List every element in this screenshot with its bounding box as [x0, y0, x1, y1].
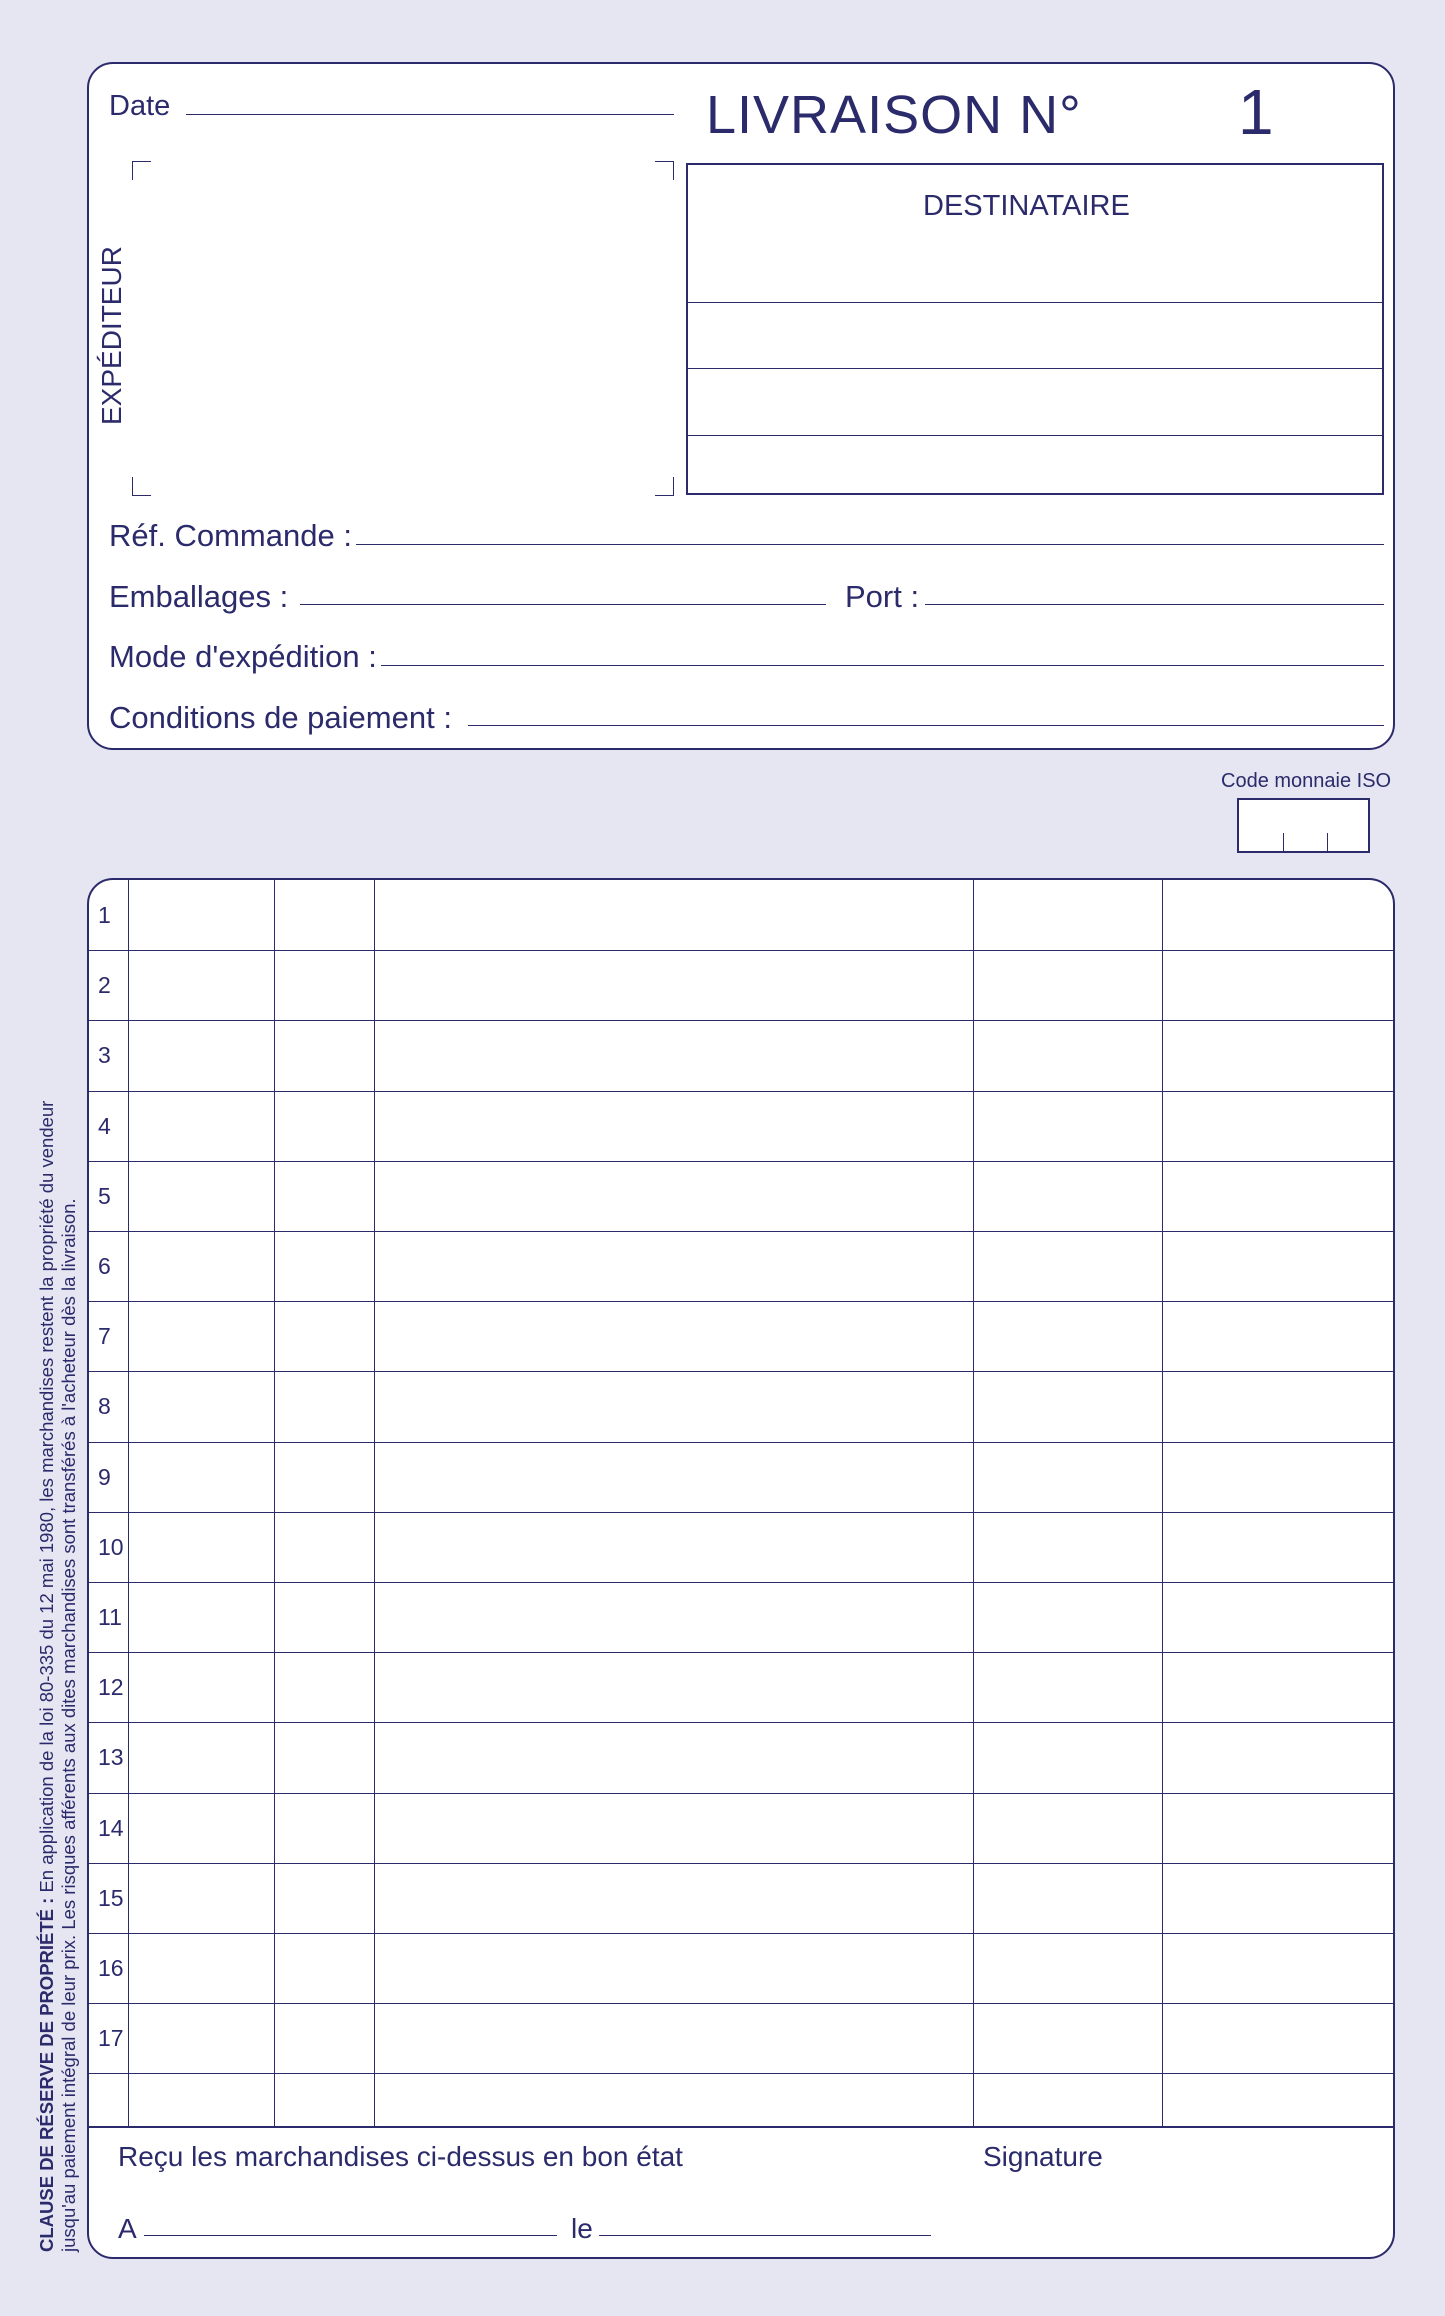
table-row[interactable] [129, 1582, 1393, 1652]
ref-commande-label: Réf. Commande : [109, 518, 352, 553]
bracket-bottom-right [655, 477, 674, 496]
row-number: 9 [98, 1464, 111, 1490]
port-field[interactable] [925, 604, 1384, 605]
table-row[interactable] [129, 1933, 1393, 2003]
row-number: 2 [98, 972, 111, 998]
table-row[interactable] [129, 2003, 1393, 2073]
clause-text-1: En application de la loi 80-335 du 12 mai 1980, les marchandises restent la propriété du vendeur [36, 1100, 57, 1893]
table-row[interactable] [129, 1231, 1393, 1301]
destinataire-line-2 [688, 368, 1382, 369]
row-number: 17 [98, 2025, 124, 2051]
row-number: 15 [98, 1885, 124, 1911]
ref-commande-field[interactable] [356, 544, 1384, 545]
iso-label: Code monnaie ISO [1221, 770, 1392, 792]
footer-divider [89, 2126, 1393, 2128]
destinataire-line-1 [688, 302, 1382, 303]
emballages-field[interactable] [300, 604, 826, 605]
expediteur-label: EXPÉDITEUR [96, 246, 127, 425]
clause-title: CLAUSE DE RÉSERVE DE PROPRIÉTÉ : [36, 1897, 57, 2252]
row-number: 6 [98, 1253, 111, 1279]
row-number: 5 [98, 1183, 111, 1209]
row-number: 10 [98, 1534, 124, 1560]
document-title: LIVRAISON N° [706, 85, 1082, 145]
destinataire-label: DESTINATAIRE [923, 190, 1130, 222]
bracket-top-right [655, 161, 674, 180]
port-label: Port : [845, 579, 920, 614]
date-field[interactable] [186, 114, 674, 115]
row-number: 7 [98, 1323, 111, 1349]
bracket-top-left [132, 161, 151, 180]
iso-tick-2 [1327, 833, 1328, 851]
mode-expedition-label: Mode d'expédition : [109, 639, 377, 674]
row-number: 1 [98, 902, 111, 928]
le-field[interactable] [599, 2235, 931, 2236]
table-row[interactable] [129, 1161, 1393, 1231]
clause-text [36, 872, 80, 2252]
conditions-paiement-label: Conditions de paiement : [109, 700, 452, 735]
mode-expedition-field[interactable] [381, 665, 1384, 666]
row-number: 16 [98, 1955, 124, 1981]
row-number: 11 [98, 1604, 122, 1630]
date-label: Date [109, 90, 171, 122]
le-label: le [571, 2213, 593, 2244]
row-number: 12 [98, 1674, 124, 1700]
table-row[interactable] [129, 1301, 1393, 1371]
row-line [89, 2073, 1393, 2074]
table-row[interactable] [129, 1793, 1393, 1863]
table-row[interactable] [129, 1020, 1393, 1090]
iso-tick-1 [1283, 833, 1284, 851]
received-label: Reçu les marchandises ci-dessus en bon état [118, 2141, 683, 2172]
table-row[interactable] [129, 1863, 1393, 1933]
iso-code-field[interactable] [1237, 798, 1370, 853]
expediteur-area[interactable] [132, 161, 676, 496]
a-label: A [118, 2213, 137, 2244]
row-number: 14 [98, 1815, 124, 1841]
table-row[interactable] [129, 950, 1393, 1020]
clause-line-1 [36, 872, 58, 2252]
destinataire-line-3 [688, 435, 1382, 436]
table-row[interactable] [129, 1371, 1393, 1441]
conditions-paiement-field[interactable] [468, 725, 1384, 726]
table-row[interactable] [129, 1652, 1393, 1722]
a-field[interactable] [144, 2235, 557, 2236]
table-row[interactable] [129, 1512, 1393, 1582]
row-number: 3 [98, 1042, 111, 1068]
row-number: 13 [98, 1744, 124, 1770]
row-number: 8 [98, 1393, 111, 1419]
table-row[interactable] [129, 1442, 1393, 1512]
table-row[interactable] [129, 1722, 1393, 1792]
clause-line-2: jusqu'au paiement intégral de leur prix. Les risques afférents aux dites marchandises sont transférés à l'acheteur dès la livraison. [58, 1198, 80, 2252]
bracket-bottom-left [132, 477, 151, 496]
emballages-label: Emballages : [109, 579, 289, 614]
row-number: 4 [98, 1113, 111, 1139]
signature-label: Signature [983, 2141, 1103, 2172]
table-row[interactable] [129, 880, 1393, 950]
document-number: 1 [1238, 76, 1274, 148]
table-row[interactable] [129, 1091, 1393, 1161]
